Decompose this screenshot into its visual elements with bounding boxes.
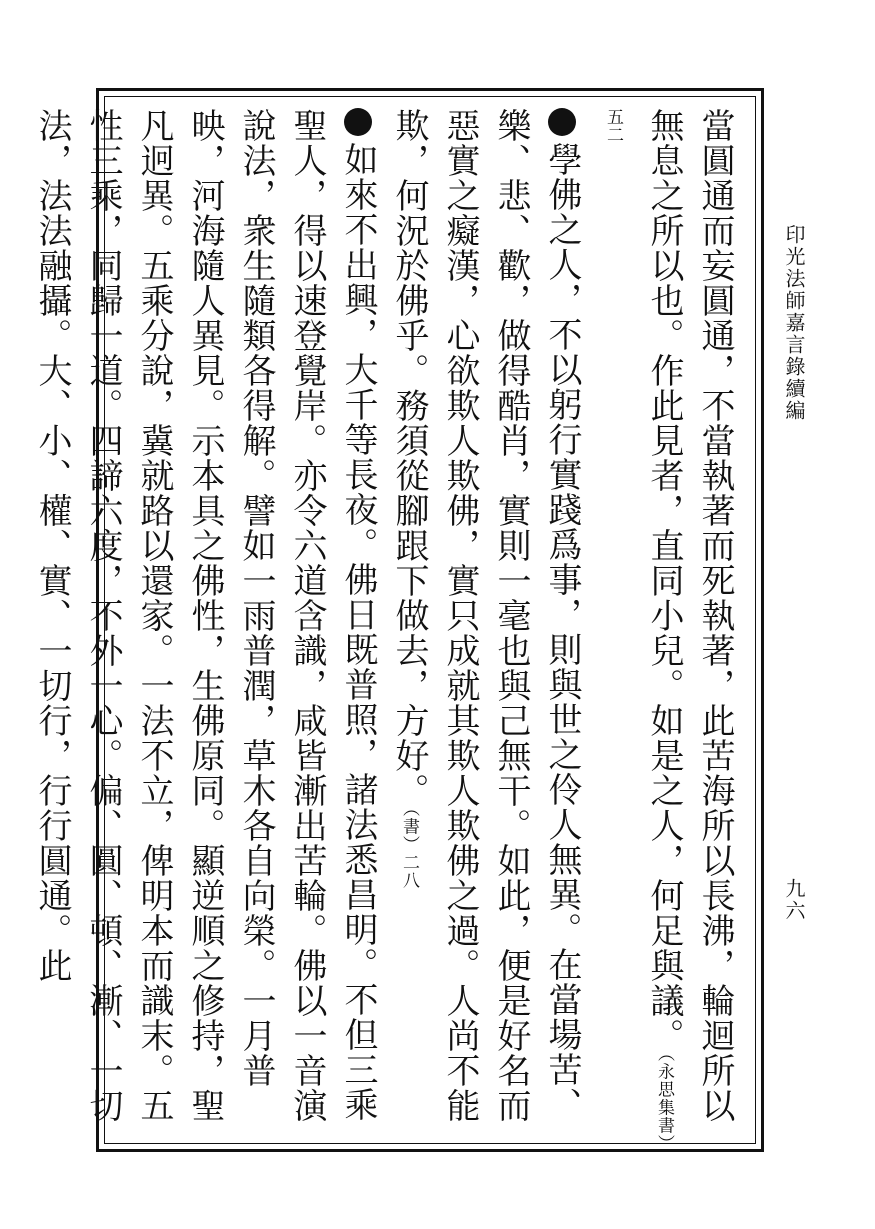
- running-title: 印光法師嘉言錄續編: [782, 224, 806, 422]
- paragraph-1: [587, 108, 740, 1144]
- body-text: [32, 104, 740, 1144]
- paragraph-3: [26, 108, 383, 1144]
- source-note: （書）二八: [399, 808, 419, 890]
- paragraph-2: [383, 108, 587, 1144]
- paragraph-text: 當圓通而妄圓通，不當執著而死執著，此苦海所以長沸，輪迴所以無息之所以也。作此見者，直同小兒。如是之人，何足與議。: [644, 108, 735, 1123]
- paragraph-text: 如來不出興，大千等長夜。佛日既普照，諸法悉昌明。不但三乘聖人，得以速登覺岸。亦令六道含識，咸皆漸出苦輪。佛以一音演說法，衆生隨類各得解。譬如一雨普潤，草木各自向榮。一月普映，河海隨人異見。示本具之佛性，生佛原同。顯逆順之修持，聖凡迥異。五乘分說，冀就路以還家。一法不立，俾明本而識末。五性三乘，同歸一道。四諦六度，不外一心。偏、圓、頓、漸、一切法，法法融攝。大、小、權、實、一切行，行行圓通。此: [32, 108, 378, 1123]
- paragraph-text: 學佛之人，不以躬行實踐爲事，則與世之伶人無異。在當場苦、樂、悲、歡，做得酷肖，實則一毫也與己無干。如此，便是好名而惡實之癡漢，心欲欺人欺佛，實只成就其欺人欺佛之過。人尚不能欺，何況於佛乎。務須從腳跟下做去，方好。: [389, 108, 582, 1123]
- source-note: （永思集書）五二: [603, 108, 674, 1144]
- page-number: 九六: [782, 878, 806, 922]
- bullet-dot-icon: [548, 108, 576, 136]
- bullet-dot-icon: [344, 108, 372, 136]
